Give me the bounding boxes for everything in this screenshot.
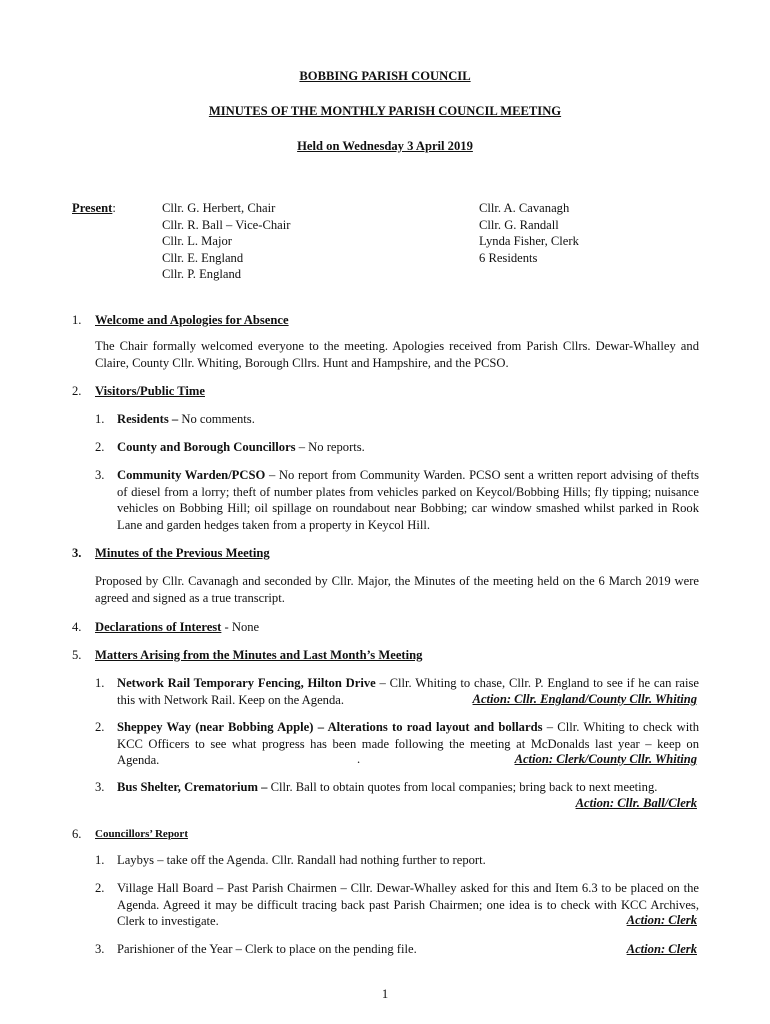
item-text: No comments. (178, 412, 255, 426)
council-name: BOBBING PARISH COUNCIL (299, 69, 471, 83)
stray-dot: . (357, 752, 361, 766)
item-heading: Network Rail Temporary Fencing, Hilton Drive (117, 676, 376, 690)
attendee: Cllr. L. Major (162, 234, 232, 248)
section-title-visitors: Visitors/Public Time (95, 384, 205, 398)
section-title-councillors-report: Councillors’ Report (95, 828, 188, 840)
visitors-item-residents (117, 411, 699, 428)
present-label-wrap (72, 200, 116, 217)
attendee: Cllr. R. Ball – Vice-Chair (162, 217, 291, 232)
section-number: 5. (72, 648, 82, 662)
attendee: Cllr. G. Randall (479, 217, 559, 232)
item-text: – Cllr. Whiting to chase, Cllr. P. England to see if he can raise this with Network Rail. Keep on the Agenda. (117, 676, 699, 707)
minutes-title: MINUTES OF THE MONTHLY PARISH COUNCIL MEETING (208, 104, 562, 118)
item-number: 2. (95, 440, 105, 454)
present-label: Present (72, 201, 113, 215)
visitors-item-pcso (117, 467, 699, 533)
item-number: 1. (95, 853, 105, 867)
attendee: Cllr. P. England (162, 267, 242, 281)
item-heading: Residents – (117, 412, 179, 426)
section-body-previous-minutes: Proposed by Cllr. Cavanagh and seconded by Cllr. Major, the Minutes of the meeting held on the 6 March 2019 were agreed and signed as a true transcript. (95, 574, 699, 605)
action-label: Action: Clerk (626, 913, 697, 927)
attendee: 6 Residents (479, 250, 538, 265)
section-title-welcome: Welcome and Apologies for Absence (95, 313, 289, 327)
present-right-list (479, 200, 579, 266)
item-number: 2. (95, 720, 105, 734)
item-text: – No reports. (295, 440, 365, 454)
report-item-village-hall: Village Hall Board – Past Parish Chairmen – Cllr. Dewar-Whalley asked for this and Item 6.3 to be placed on the Agenda. Agreed it may be difficult tracing back past Parish Chairmen; one idea is to check with KCC Archives, Clerk to investigate. (117, 881, 699, 928)
item-number: 1. (95, 412, 105, 426)
item-heading: Bus Shelter, Crematorium – (117, 780, 268, 794)
section-number: 6. (72, 827, 82, 841)
attendee: Cllr. A. Cavanagh (479, 201, 570, 215)
section-declarations (95, 619, 259, 636)
visitors-item-councillors (117, 439, 699, 456)
section-title-previous-minutes: Minutes of the Previous Meeting (95, 546, 270, 560)
present-colon: : (112, 201, 116, 215)
item-number: 2. (95, 881, 105, 895)
section-number: 4. (72, 620, 82, 634)
action-label: Action: Clerk/County Cllr. Whiting (514, 752, 697, 766)
section-title-declarations: Declarations of Interest (95, 620, 222, 634)
section-number: 3. (72, 546, 82, 560)
item-heading: Sheppey Way (near Bobbing Apple) – Alterations to road layout and bollards (117, 720, 543, 734)
item-text: – Cllr. Whiting to check with KCC Officers to see what progress has been made following the meeting at McDonalds last year – keep on Agenda. (117, 720, 699, 767)
section-number: 2. (72, 384, 82, 398)
present-left-list (162, 200, 290, 283)
matters-item-bus-shelter (117, 779, 699, 796)
declarations-suffix: - None (221, 620, 260, 634)
section-body-welcome: The Chair formally welcomed everyone to the meeting. Apologies received from Parish Cllrs. Dewar-Whalley and Claire, County Cllr. Whiting, Borough Cllrs. Hunt and Hampshire, and the PCSO. (95, 339, 699, 370)
section-title-matters-arising: Matters Arising from the Minutes and Last Month’s Meeting (95, 648, 423, 662)
item-heading: County and Borough Councillors (117, 440, 296, 454)
item-number: 3. (95, 468, 105, 482)
attendee: Lynda Fisher, Clerk (479, 234, 579, 248)
meeting-date: Held on Wednesday 3 April 2019 (297, 139, 473, 153)
section-number: 1. (72, 313, 82, 327)
action-label: Action: Cllr. Ball/Clerk (575, 796, 697, 810)
item-text: – No report from Community Warden. PCSO sent a written report advising of thefts of diesel from a lorry; theft of number plates from vehicles parked on Keycol/Bobbing Hills; fly tipping; nuisance vehicles on Bobbing Hill; oil spillage on roundabout near Bobbing; car window smashed whilst parked in Rook Lane and garden hedges taken from a property in Keycol Hill. (117, 468, 699, 532)
action-label: Action: Cllr. England/County Cllr. Whiting (472, 692, 697, 706)
page-number: 1 (381, 987, 389, 1001)
report-item-laybys: Laybys – take off the Agenda. Cllr. Randall had nothing further to report. (117, 853, 486, 867)
item-text: Cllr. Ball to obtain quotes from local companies; bring back to next meeting. (267, 780, 658, 794)
item-number: 3. (95, 942, 105, 956)
attendee: Cllr. G. Herbert, Chair (162, 201, 276, 215)
item-number: 1. (95, 676, 105, 690)
action-label: Action: Clerk (626, 942, 697, 956)
report-item-parishioner: Parishioner of the Year – Clerk to place on the pending file. (117, 942, 417, 956)
item-heading: Community Warden/PCSO (117, 468, 266, 482)
attendee: Cllr. E. England (162, 250, 244, 265)
item-number: 3. (95, 780, 105, 794)
